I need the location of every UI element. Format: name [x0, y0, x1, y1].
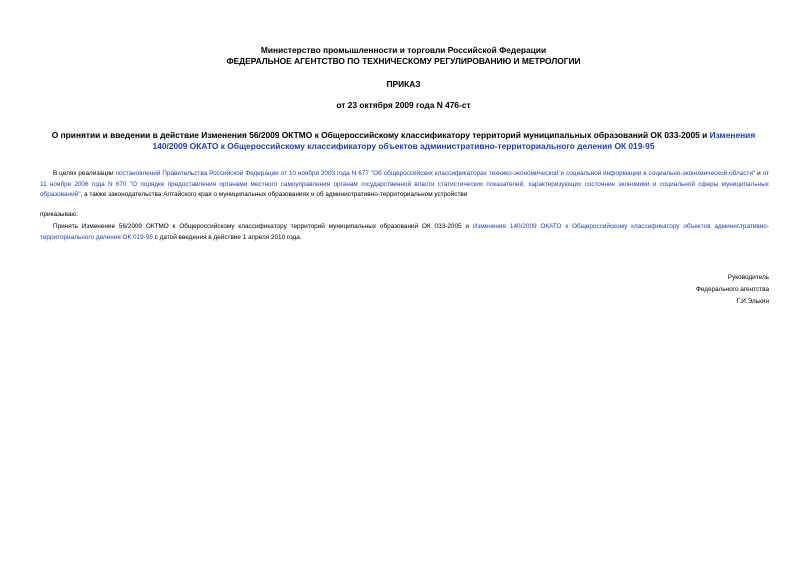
document-date: от 23 октября 2009 года N 476-ст	[336, 100, 471, 110]
signature-agency: Федерального агентства	[695, 286, 769, 293]
document-title	[40, 130, 767, 151]
preamble-link-1[interactable]: постановлений Правительства Российской Федерации от 10 ноября 2003 года N 677 "Об общероссийских классификаторах технико-экономической и социальной информации в социально-экономической области"	[115, 170, 756, 177]
document-header	[0, 45, 807, 66]
signature-position: Руководитель	[727, 274, 769, 281]
preamble-paragraph	[40, 169, 769, 201]
signature-name: Г.И.Элькин	[736, 298, 769, 305]
order-word: приказываю:	[40, 211, 78, 218]
preamble-text-2: и	[755, 170, 763, 177]
ministry-name: Министерство промышленности и торговли Российской Федерации	[260, 45, 547, 55]
preamble-text-1: В целях реализации	[53, 170, 116, 177]
agency-name: ФЕДЕРАЛЬНОЕ АГЕНТСТВО ПО ТЕХНИЧЕСКОМУ РЕГУЛИРОВАНИЮ И МЕТРОЛОГИИ	[226, 55, 581, 66]
title-link[interactable]: Изменения 140/2009 ОКАТО к Общероссийскому классификатору объектов административно-территориального деления ОК 019-95	[152, 130, 756, 151]
order-text-2: с датой введения в действие 1 апреля 2010 года.	[152, 233, 302, 241]
order-text-1: Принять Изменение 56/2009 ОКТМО к Общероссийскому классификатору территорий муниципальных образований ОК 033-2005 и	[53, 223, 473, 230]
order-paragraph	[40, 222, 769, 243]
title-text: О принятии и введении в действие Изменения 56/2009 ОКТМО к Общероссийскому классификатору территорий муниципальных образований ОК 033-2005 и	[51, 130, 710, 140]
preamble-link-2[interactable]: от 11 ноября 2006 года N 670 "О порядке предоставления органами местного самоуправления органам государственной власти статистических показателей, характеризующих состояние экономики и социальной сферы муниципальных образований"	[40, 170, 769, 198]
preamble-text-3: , а также законодательства Алтайского края о муниципальных образованиях и об административно-территориальном устройстве	[80, 191, 468, 198]
document-type: ПРИКАЗ	[386, 79, 421, 89]
signature-block	[696, 272, 769, 308]
order-link[interactable]: Изменение 140/2009 ОКАТО к Общероссийскому классификатору объектов административно-территориального деления ОК 019-95	[40, 223, 769, 241]
